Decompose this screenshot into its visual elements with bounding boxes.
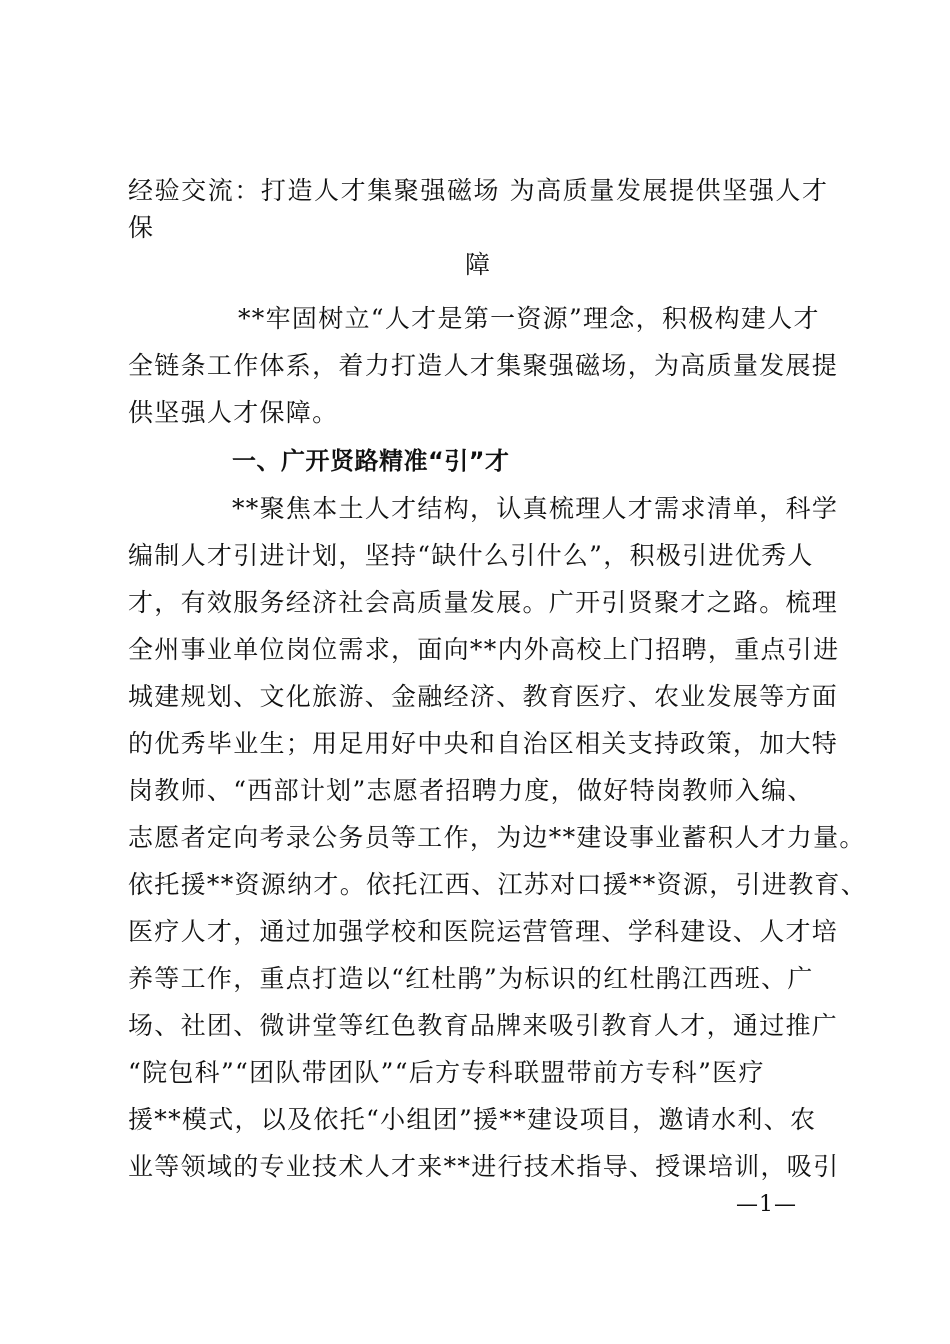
body-line: 全州事业单位岗位需求，面向**内外高校上门招聘，重点引进 — [128, 635, 840, 664]
body-line: 场、社团、微讲堂等红色教育品牌来吸引教育人才，通过推广 — [128, 1011, 839, 1040]
intro-line: **牢固树立“人才是第一资源”理念，积极构建人才 — [238, 304, 820, 333]
body-line: 养等工作，重点打造以“红杜鹃”为标识的红杜鹃江西班、广 — [128, 964, 814, 993]
document-title — [128, 172, 828, 246]
body-line: 志愿者定向考录公务员等工作，为边**建设事业蓄积人才力量。 — [128, 823, 866, 852]
body-line: 才，有效服务经济社会高质量发展。广开引贤聚才之路。梳理 — [128, 588, 839, 617]
intro-line: 全链条工作体系，着力打造人才集聚强磁场，为高质量发展提 — [128, 351, 839, 380]
body-line: 岗教师、“西部计划”志愿者招聘力度，做好特岗教师入编、 — [128, 776, 814, 805]
section-heading-1: 一、广开贤路精准“引”才 — [232, 447, 510, 475]
body-line: 援**模式，以及依托“小组团”援**建设项目，邀请水利、农 — [128, 1105, 817, 1134]
body-line: **聚焦本土人才结构，认真梳理人才需求清单，科学 — [232, 494, 839, 523]
body-line: 城建规划、文化旅游、金融经济、教育医疗、农业发展等方面 — [128, 682, 839, 711]
title-line-2: 障 — [464, 250, 491, 279]
document-content — [128, 172, 868, 1190]
page-number: —1— — [736, 1192, 797, 1217]
body-line: “院包科”“团队带团队”“后方专科联盟带前方专科”医疗 — [128, 1058, 765, 1087]
body-line: 业等领域的专业技术人才来**进行技术指导、授课培训，吸引 — [128, 1152, 840, 1181]
body-line: 医疗人才，通过加强学校和医院运营管理、学科建设、人才培 — [128, 917, 839, 946]
intro-paragraph — [128, 295, 839, 436]
intro-line: 供坚强人才保障。 — [128, 398, 339, 427]
title-line-1: 经验交流：打造人才集聚强磁场 为高质量发展提供坚强人才保 — [128, 176, 828, 242]
body-line: 编制人才引进计划，坚持“缺什么引什么”，积极引进优秀人 — [128, 541, 814, 570]
section-1-paragraph — [128, 485, 868, 1190]
body-line: 的优秀毕业生；用足用好中央和自治区相关支持政策，加大特 — [128, 729, 839, 758]
body-line: 依托援**资源纳才。依托江西、江苏对口援**资源，引进教育、 — [128, 870, 868, 899]
